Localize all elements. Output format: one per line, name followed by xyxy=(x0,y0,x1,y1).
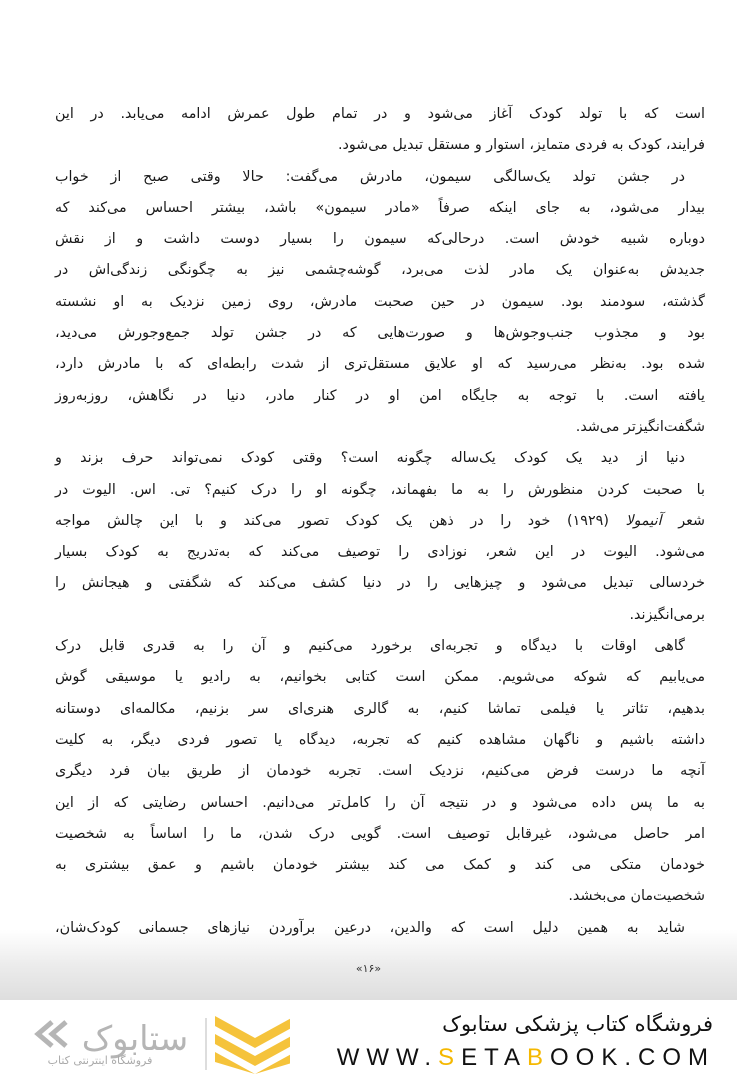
logo-subtitle: فروشگاه اینترنتی کتاب xyxy=(47,1054,153,1067)
text-line: می‌یابیم که شوکه می‌شویم. ممکن است کتابی بخوانیم، به رادیو یا موسیقی گوش xyxy=(55,669,705,686)
text-line: داشته باشیم و ناگهان مشاهده کنیم که تجربه، دیدگاه یا تصور فردی دیگر، به کلیت xyxy=(55,731,705,748)
text-line: خردسالی تبدیل می‌شود و چیزهایی را در دنیا کشف می‌کند که شگفتی و هیجانش را xyxy=(55,575,705,592)
text-line: آنچه ما درست فرض می‌کنیم، نزدیک است. تجربه خودمان از طریق بیان فرد دیگری xyxy=(55,763,705,780)
text-line: برمی‌انگیزند. xyxy=(629,606,705,623)
text-line: با صحبت کردن منظورش را به ما بفهماند، چگونه او را درک کنیم؟ تی. اس. الیوت در xyxy=(55,481,705,498)
text-line: در جشن تولد یک‌سالگی سیمون، مادرش می‌گفت: حالا وقتی صبح از خواب xyxy=(55,168,685,185)
text-line: شگفت‌انگیزتر می‌شد. xyxy=(575,418,705,435)
text-line: گذشته، سودمند بود. سیمون در حین صحبت مادرش، روی زمین نزدیک به او نشسته xyxy=(55,293,705,310)
svg-text:ستابوک: ستابوک xyxy=(81,1019,189,1059)
text-line: می‌شود. الیوت در این شعر، نوزادی را توصیف می‌کند که به‌تدریج به کودک بسیار xyxy=(55,544,705,561)
paragraph xyxy=(55,443,705,631)
paragraph xyxy=(55,913,705,944)
store-url[interactable]: WWW.SETABOOK.COM xyxy=(336,1044,715,1071)
poem-title: آنیمولا xyxy=(625,512,662,529)
text-line: جدیدش به‌عنوان یک مادر لذت می‌برد، گوشه‌چشمی نیز به چگونگی زندگی‌اش در xyxy=(55,262,705,279)
footer-banner xyxy=(0,1000,737,1080)
text-line: فرایند، کودک به فردی متمایز، استوار و مستقل تبدیل می‌شود. xyxy=(337,137,705,154)
text-line: شاید به همین دلیل است که والدین، درعین برآوردن نیازهای جسمانی کودک‌شان، xyxy=(55,919,685,936)
text-line: خودمان متکی می کند و کمک می کند بیشتر خودمان باشیم و عمق بیشتری به xyxy=(55,857,705,874)
text-line: شخصیت‌مان می‌بخشد. xyxy=(568,888,705,905)
body-text xyxy=(55,99,705,944)
text-line: دوباره شبیه خودش است. درحالی‌که سیمون را بسیار دوست داشت و از نقش xyxy=(55,231,705,248)
text-line: به ما پس داده می‌شود و در نتیجه آن را کامل‌تر می‌دانیم. احساس رضایتی که از این xyxy=(55,794,705,811)
store-name: فروشگاه کتاب پزشکی ستابوک xyxy=(442,1012,713,1036)
page-number: «۱۶» xyxy=(355,962,382,975)
text-line: گاهی اوقات با دیدگاه و تجربه‌ای برخورد می‌کنیم و آن را به قدری قابل درک xyxy=(55,638,685,655)
text-line: یافته است. با توجه به جایگاه امن او در کنار مادر، دنیا در نگاهش، روزبه‌روز xyxy=(55,387,705,404)
paragraph xyxy=(55,99,705,162)
text-line: شعر آنیمولا (۱۹۲۹) خود را در ذهن یک کودک تصور می‌کند و با این چالش مواجه xyxy=(55,512,705,529)
text-line: بود و مجذوب جنب‌وجوش‌ها و صورت‌هایی که در جشن تولد جمع‌وجورش می‌دید، xyxy=(55,325,705,342)
text-line: دنیا از دید یک کودک یک‌ساله چگونه است؟ وقتی کودک نمی‌تواند حرف بزند و xyxy=(55,450,685,467)
paragraph xyxy=(55,162,705,444)
text-line: بیدار می‌شود، به جای اینکه صرفاً «مادر سیمون» باشد، بیشتر احساس می‌کند که xyxy=(55,199,705,216)
paragraph xyxy=(55,631,705,913)
text-line: شده بود. به‌نظر می‌رسید که او علایق مستقل‌تری از شدت رابطه‌ای که با مادرش دارد، xyxy=(55,356,705,373)
text-line: است که با تولد کودک آغاز می‌شود و در تمام طول عمرش ادامه می‌یابد. در این xyxy=(55,106,705,122)
text-line: بدهیم، تئاتر یا فیلمی تماشا کنیم، به گالری هنری‌ای سر بزنیم، مکالمه‌ای دوستانه xyxy=(55,700,705,717)
text-line: امر حاصل می‌شود، غیرقابل توصیف است. گویی درک شدن، ما را اساساً به شخصیت xyxy=(55,825,705,842)
